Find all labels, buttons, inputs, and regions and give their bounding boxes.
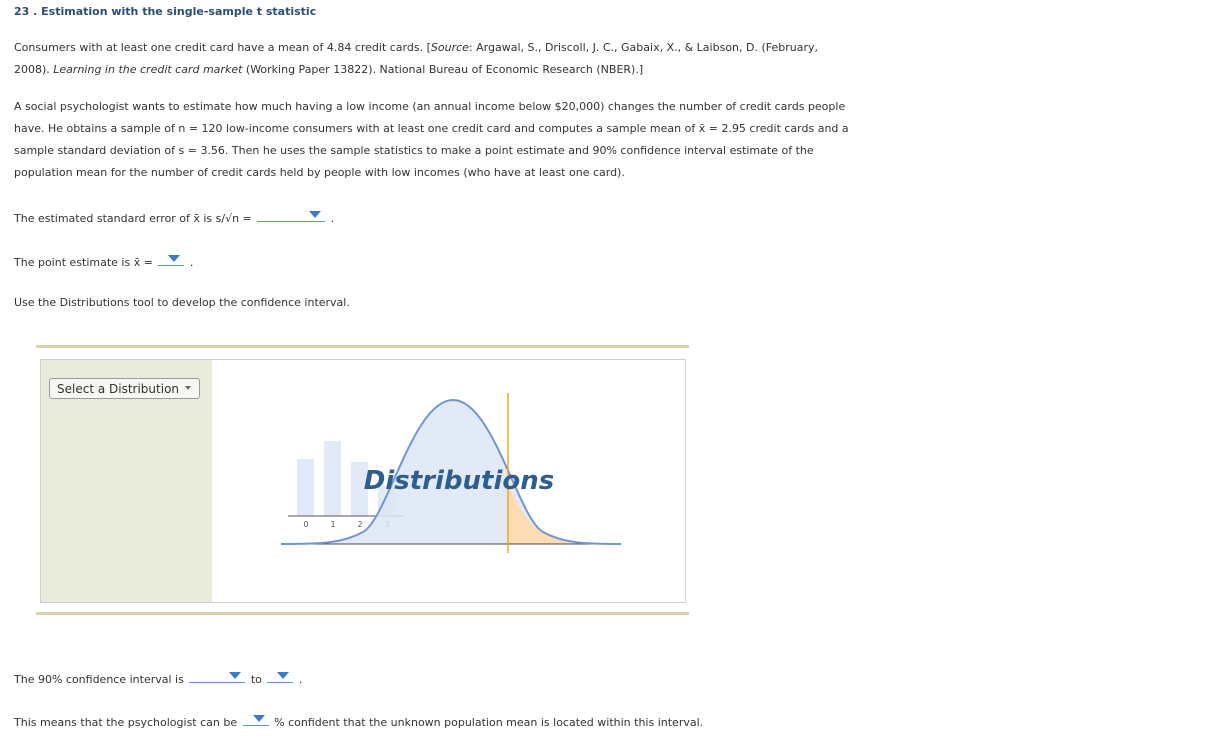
scenario-paragraph: A social psychologist wants to estimate how much having a low income (an annual income below $20,000) changes the number of credit cards people have. He obtains a sample of n = 120 low-income consumers with at least one credit card and computes a sample mean of x̄ = 2.95 credit cards and a sample standard deviation of s = 3.56. Then he uses the sample statistics to make a point estimate and 90% confidence interval estimate of the population mean for the number of credit cards held by people with low incomes (who have at least one card). (14, 100, 849, 179)
dropdown-arrow-icon (168, 255, 180, 262)
confidence-prefix: This means that the psychologist can be (14, 716, 241, 729)
book-title: Learning in the credit card market (53, 63, 243, 76)
chevron-down-icon (185, 386, 191, 390)
standard-error-dropdown[interactable] (257, 209, 325, 222)
intro-text-b: : Argawal, S., Driscoll, J. C., Gabaix, X., & Laibson, D. (February, 2008). (14, 41, 819, 76)
distributions-tool[interactable] (40, 359, 686, 603)
bottom-divider (36, 612, 689, 615)
dropdown-arrow-icon (253, 715, 265, 722)
logo-bar (324, 441, 341, 516)
standard-error-label: The estimated standard error of x̄ is s/√n = (14, 212, 256, 225)
question-title: 23 . Estimation with the single-sample t statistic (14, 5, 317, 18)
distributions-logo-graphic (213, 360, 683, 600)
dropdown-arrow-icon (309, 211, 321, 218)
intro-paragraph (14, 37, 854, 81)
source-label: Source (430, 41, 469, 54)
logo-bar (297, 459, 314, 516)
tool-instruction: Use the Distributions tool to develop the confidence interval. (14, 296, 350, 309)
select-distribution-button[interactable] (49, 378, 200, 399)
dropdown-arrow-icon (229, 672, 241, 679)
dropdown-arrow-icon (277, 672, 289, 679)
axis-tick-label: 1 (330, 520, 336, 529)
tool-side-panel (41, 360, 212, 602)
period: . (330, 212, 335, 225)
point-estimate-dropdown[interactable] (158, 253, 184, 266)
confidence-suffix: % confident that the unknown population mean is located within this interval. (270, 716, 704, 729)
intro-text-c: (Working Paper 13822). National Bureau of Economic Research (NBER).] (242, 63, 644, 76)
period: . (298, 673, 303, 686)
confidence-interval-line (14, 670, 302, 686)
confidence-level-line (14, 713, 703, 729)
ci-to-label: to (247, 673, 266, 686)
point-estimate-line (14, 253, 193, 269)
ci-lower-dropdown[interactable] (189, 670, 245, 683)
period: . (189, 256, 194, 269)
top-divider (36, 345, 689, 348)
axis-tick-label: 2 (357, 520, 363, 529)
axis-tick-label: 0 (303, 520, 309, 529)
point-estimate-label: The point estimate is x̄ = (14, 256, 157, 269)
confidence-interval-label: The 90% confidence interval is (14, 673, 188, 686)
select-distribution-label: Select a Distribution (57, 382, 180, 396)
distributions-logo-text: Distributions (363, 466, 555, 496)
intro-text-a: Consumers with at least one credit card have a mean of 4.84 credit cards. [ (14, 41, 431, 54)
standard-error-line (14, 209, 334, 225)
ci-upper-dropdown[interactable] (267, 670, 293, 683)
confidence-level-dropdown[interactable] (243, 713, 269, 726)
